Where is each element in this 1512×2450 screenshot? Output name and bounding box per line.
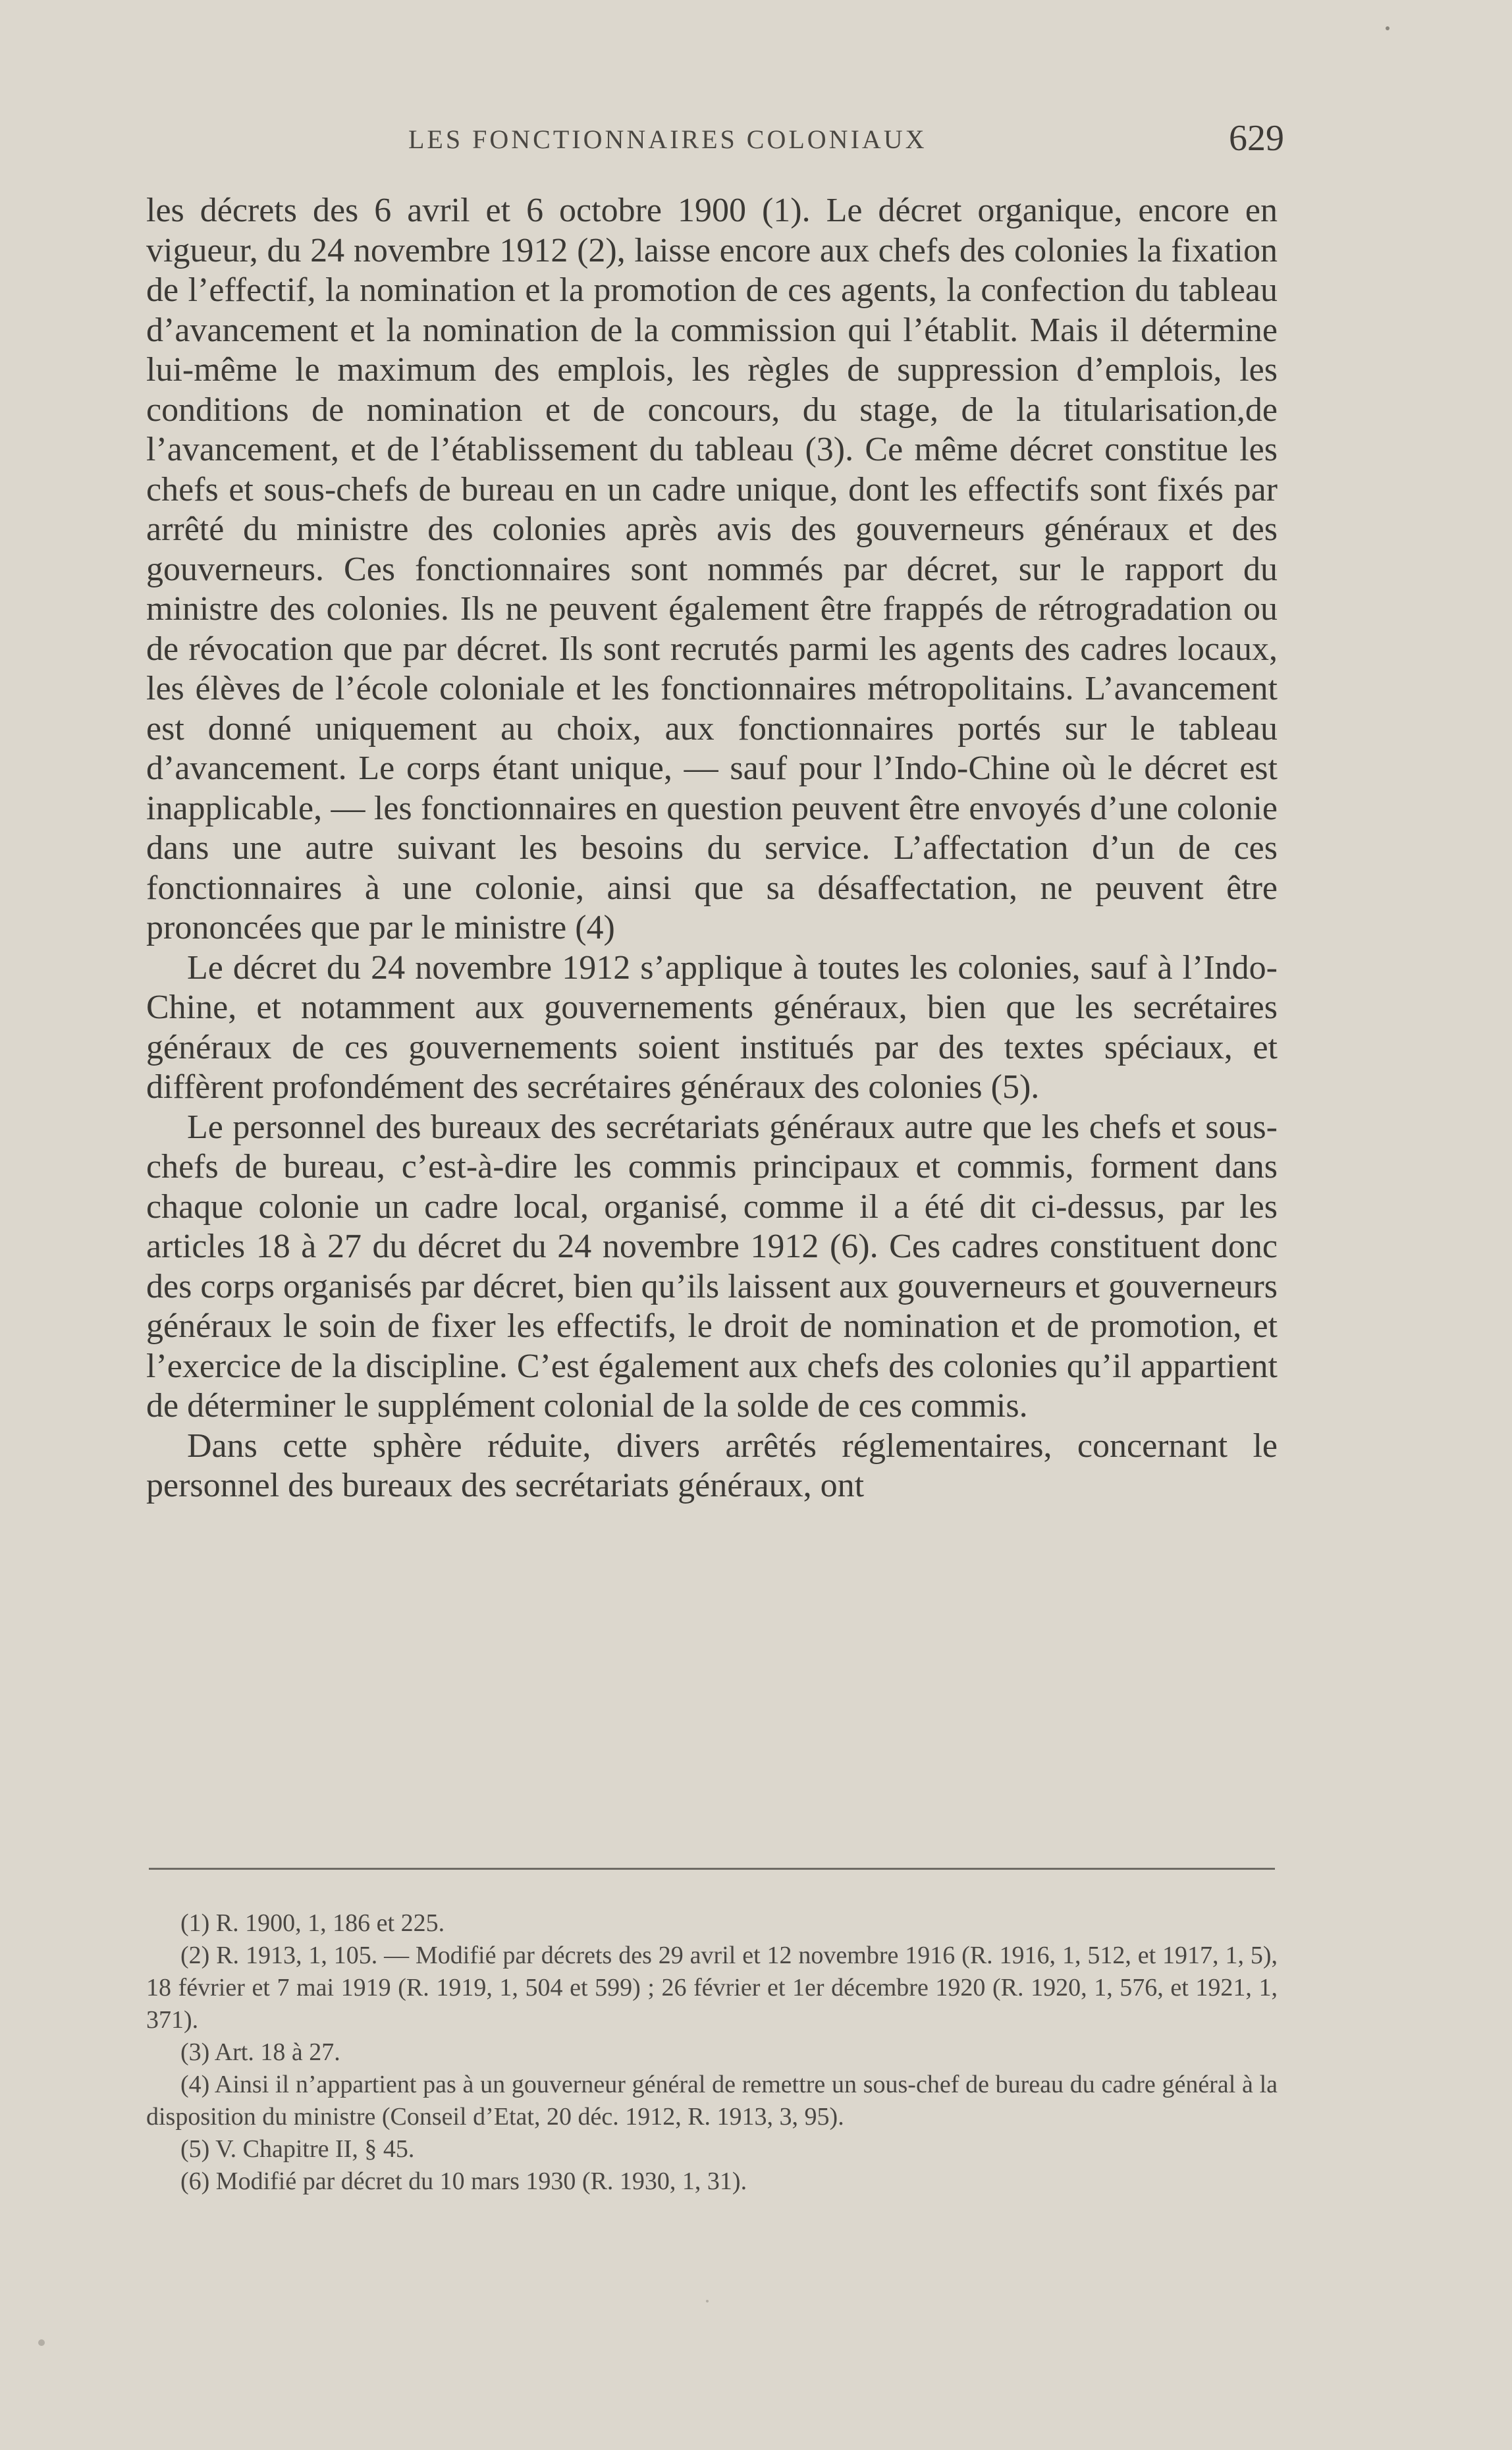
paper-speck — [706, 2300, 709, 2302]
paper-speck — [38, 2339, 45, 2346]
footnote: (6) Modifié par décret du 10 mars 1930 (R. 1930, 1, 31). — [180, 2167, 747, 2195]
footnote: (2) R. 1913, 1, 105. — Modifié par décrets des 29 avril et 12 novembre 1916 (R. 1916, 1, 512, et 1917, 1, 5), 18 février et 7 mai 1919 (R. 1919, 1, 504 et 599) ; 26 février et 1er décembre 1920 (R. 1920, 1, 576, et 1921, 1, 371). — [146, 1942, 1278, 2034]
paragraph: Le personnel des bureaux des secrétariats généraux autre que les chefs et sous-chefs de bureau, c’est-à-dire les commis principaux et commis, forment dans chaque colonie un cadre local, organisé, comme il a été dit ci-dessus, par les articles 18 à 27 du décret du 24 novembre 1912 (6). Ces cadres constituent donc des corps organisés par décret, bien qu’ils laissent aux gouverneurs et gouverneurs généraux le soin de fixer les effectifs, le droit de nomination et de promotion, et l’exercice de la discipline. C’est également aux chefs des colonies qu’il appartient de déterminer le supplément colonial de la solde de ces commis. — [146, 1108, 1278, 1425]
running-head — [145, 117, 1284, 163]
footnote: (1) R. 1900, 1, 186 et 225. — [180, 1909, 445, 1937]
footnote: (4) Ainsi il n’appartient pas à un gouverneur général de remettre un sous-chef de bureau du cadre général à la disposition du ministre (Conseil d’Etat, 20 déc. 1912, R. 1913, 3, 95). — [146, 2071, 1278, 2131]
paragraph: les décrets des 6 avril et 6 octobre 1900 (1). Le décret organique, encore en vigueur, du 24 novembre 1912 (2), laisse encore aux chefs des colonies la fixation de l’effectif, la nomination et la promotion de ces agents, la confection du tableau d’avancement et la nomination de la commission qui l’établit. Mais il détermine lui-même le maximum des emplois, les règles de suppression d’emplois, les conditions de nomination et de concours, du stage, de la titularisation,de l’avancement, et de l’établissement du tableau (3). Ce même décret constitue les chefs et sous-chefs de bureau en un cadre unique, dont les effectifs sont fixés par arrêté du ministre des colonies après avis des gouverneurs généraux et des gouverneurs. Ces fonctionnaires sont nommés par décret, sur le rapport du ministre des colonies. Ils ne peuvent également être frappés de rétrogradation ou de révocation que par décret. Ils sont recrutés parmi les agents des cadres locaux, les élèves de l’école coloniale et les fonctionnaires métropolitains. L’avancement est donné uniquement au choix, aux fonctionnaires portés sur le tableau d’avancement. Le corps étant unique, — sauf pour l’Indo-Chine où le décret est inapplicable, — les fonctionnaires en question peuvent être envoyés d’une colonie dans une autre suivant les besoins du service. L’affectation d’un de ces fonctionnaires à une colonie, ainsi que sa désaffectation, ne peuvent être prononcées que par le ministre (4) — [146, 192, 1278, 946]
page-number: 629 — [1229, 118, 1284, 159]
paragraph: Le décret du 24 novembre 1912 s’applique à toutes les colonies, sauf à l’Indo-Chine, et notamment aux gouvernements généraux, bien que les secrétaires généraux de ces gouvernements soient institués par des textes spéciaux, et diffèrent profondément des secrétaires généraux des colonies (5). — [146, 948, 1278, 1106]
paragraph: Dans cette sphère réduite, divers arrêtés réglementaires, concernant le personnel des bureaux des secrétariats généraux, ont — [146, 1427, 1278, 1504]
footnote: (5) V. Chapitre II, § 45. — [180, 2135, 415, 2163]
body-text — [146, 191, 1278, 1506]
paper-speck — [1386, 26, 1390, 30]
running-title: LES FONCTIONNAIRES COLONIAUX — [408, 124, 927, 154]
footnote-rule — [149, 1868, 1275, 1870]
footnotes — [146, 1907, 1278, 2198]
footnote: (3) Art. 18 à 27. — [180, 2038, 340, 2066]
